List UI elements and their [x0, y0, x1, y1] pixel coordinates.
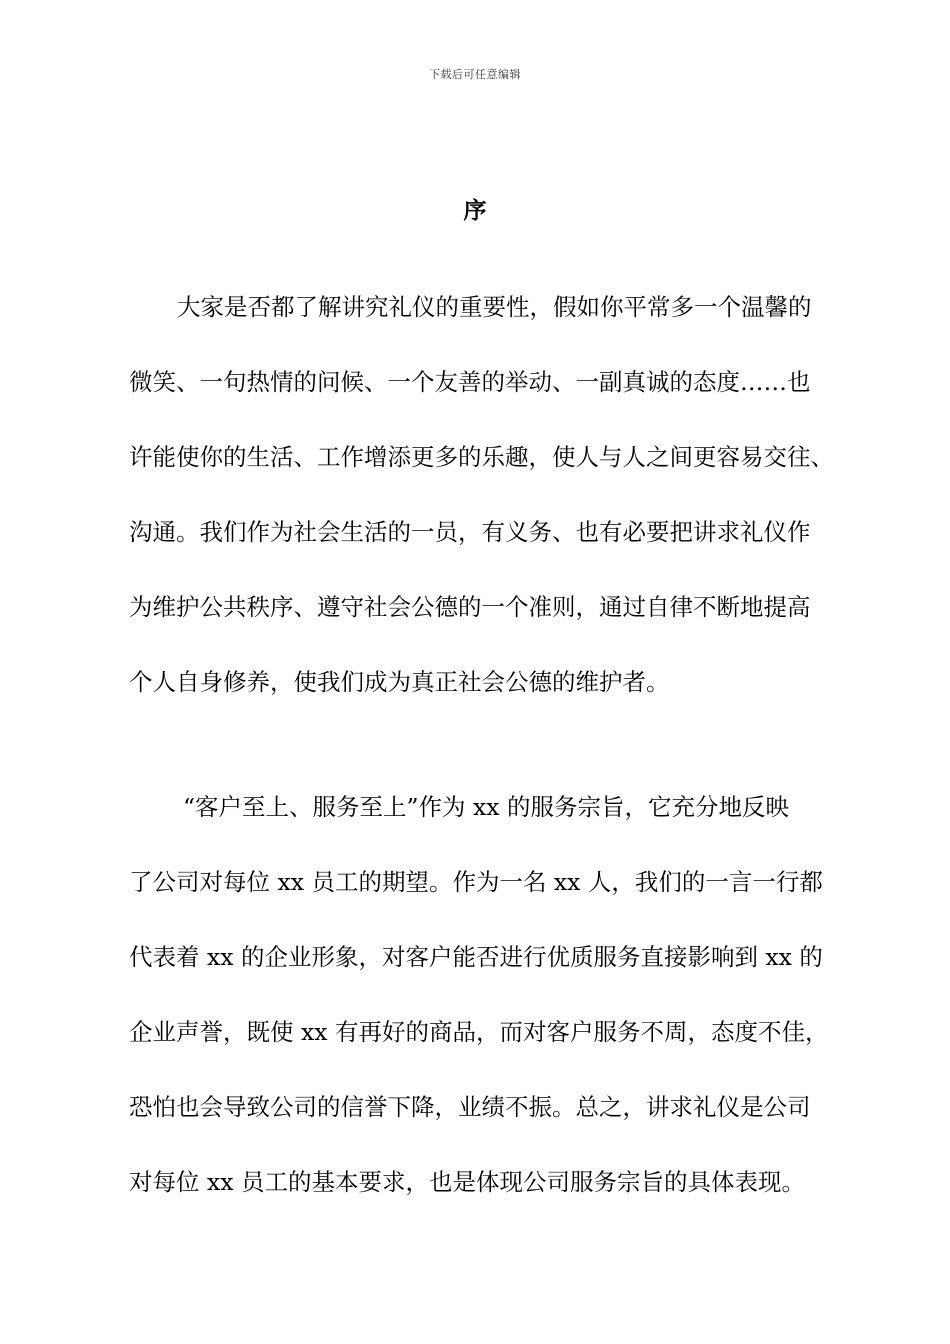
- paragraph-line: 了公司对每位 xx 员工的期望。作为一名 xx 人，我们的一言一行都: [129, 868, 823, 896]
- header-note: 下载后可任意编辑: [429, 68, 521, 81]
- paragraph-line: 企业声誉，既使 xx 有再好的商品，而对客户服务不周，态度不佳，: [129, 1018, 829, 1046]
- paragraph-line: 许能使你的生活、工作增添更多的乐趣，使人与人之间更容易交往、: [129, 443, 834, 471]
- paragraph-line: 恐怕也会导致公司的信誉下降，业绩不振。总之，讲求礼仪是公司: [129, 1093, 811, 1121]
- paragraph-line: 微笑、一句热情的问候、一个友善的举动、一副真诚的态度……也: [129, 368, 811, 396]
- paragraph-line: 沟通。我们作为社会生活的一员，有义务、也有必要把讲求礼仪作: [129, 518, 811, 546]
- paragraph-line: 为维护公共秩序、遵守社会公德的一个准则，通过自律不断地提高: [129, 593, 811, 621]
- document-title: 序: [463, 197, 487, 224]
- paragraph-line: 个人自身修养，使我们成为真正社会公德的维护者。: [129, 668, 670, 696]
- paragraph-line: 对每位 xx 员工的基本要求，也是体现公司服务宗旨的具体表现。: [129, 1168, 805, 1196]
- paragraph-1: [129, 292, 899, 742]
- paragraph-line: 大家是否都了解讲究礼仪的重要性，假如你平常多一个温馨的: [177, 293, 812, 321]
- paragraph-2: [129, 792, 899, 1242]
- paragraph-line: “客户至上、服务至上”作为 xx 的服务宗旨，它充分地反映: [183, 793, 789, 821]
- paragraph-line: 代表着 xx 的企业形象，对客户能否进行优质服务直接影响到 xx 的: [129, 943, 823, 971]
